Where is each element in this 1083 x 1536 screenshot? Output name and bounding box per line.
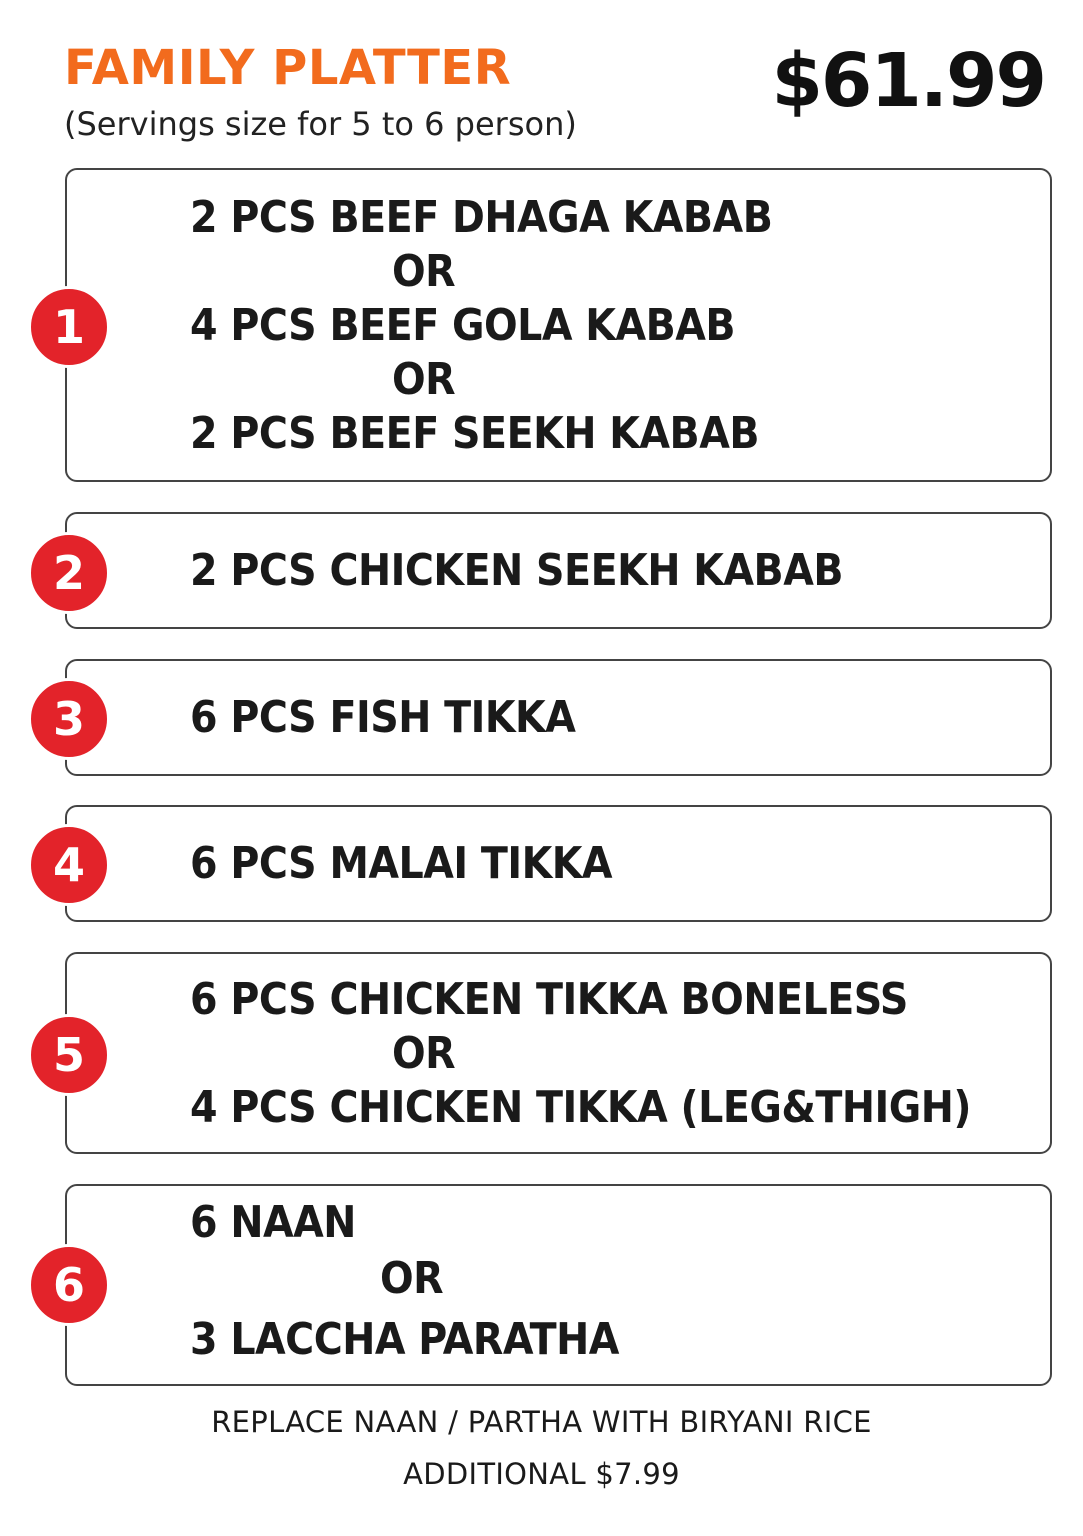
item-number-badge-4: 4 bbox=[28, 824, 110, 906]
item-number-badge-2: 2 bbox=[28, 532, 110, 614]
item-1-option: 4 PCS BEEF GOLA KABAB bbox=[190, 300, 736, 351]
item-number-badge-3: 3 bbox=[28, 678, 110, 760]
menu-title: FAMILY PLATTER bbox=[64, 40, 512, 96]
item-6-option: 3 LACCHA PARATHA bbox=[190, 1314, 619, 1365]
item-number-badge-6: 6 bbox=[28, 1244, 110, 1326]
additional-price-note: ADDITIONAL $7.99 bbox=[403, 1457, 680, 1491]
item-6-option: 6 NAAN bbox=[190, 1197, 356, 1248]
item-6-or: OR bbox=[380, 1253, 444, 1304]
item-number-badge-5: 5 bbox=[28, 1014, 110, 1096]
item-1-or: OR bbox=[392, 354, 456, 405]
item-5-option: 6 PCS CHICKEN TIKKA BONELESS bbox=[190, 974, 908, 1025]
item-number-badge-1: 1 bbox=[28, 286, 110, 368]
platter-price: $61.99 bbox=[771, 38, 1045, 124]
serving-size-note: (Servings size for 5 to 6 person) bbox=[64, 105, 577, 143]
item-4-option: 6 PCS MALAI TIKKA bbox=[190, 838, 613, 889]
item-5-or: OR bbox=[392, 1028, 456, 1079]
item-3-option: 6 PCS FISH TIKKA bbox=[190, 692, 576, 743]
item-2-option: 2 PCS CHICKEN SEEKH KABAB bbox=[190, 545, 843, 596]
item-5-option: 4 PCS CHICKEN TIKKA (LEG&THIGH) bbox=[190, 1082, 971, 1133]
item-1-option: 2 PCS BEEF SEEKH KABAB bbox=[190, 408, 760, 459]
biryani-replacement-note: REPLACE NAAN / PARTHA WITH BIRYANI RICE bbox=[211, 1405, 872, 1439]
item-1-or: OR bbox=[392, 246, 456, 297]
item-1-option: 2 PCS BEEF DHAGA KABAB bbox=[190, 192, 773, 243]
